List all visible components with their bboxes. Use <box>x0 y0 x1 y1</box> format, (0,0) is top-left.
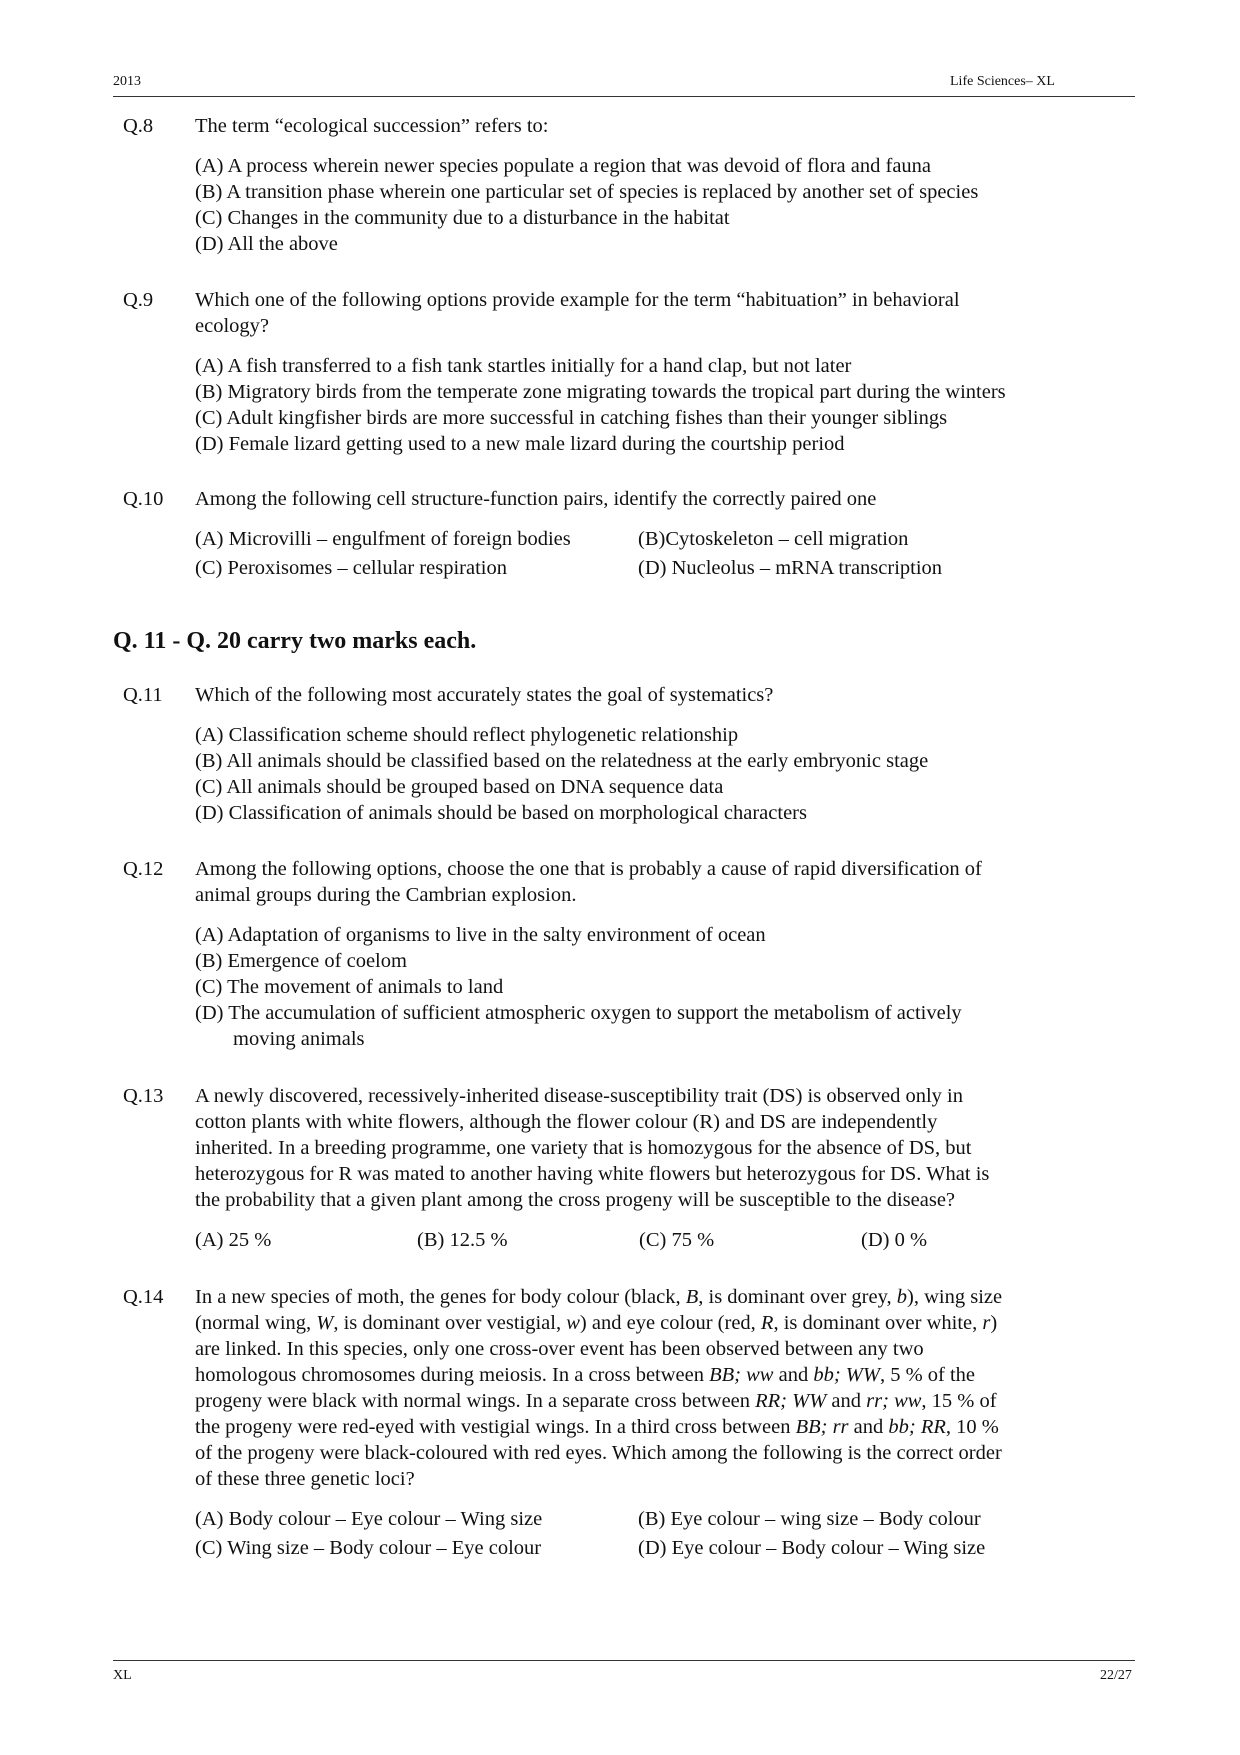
header-year: 2013 <box>113 74 141 89</box>
question-text-line: are linked. In this species, only one cross-over event has been observed between any two <box>195 1338 924 1360</box>
question-number: Q.8 <box>123 115 154 137</box>
question-number: Q.13 <box>123 1085 164 1107</box>
text-fragment: , 15 % of <box>921 1390 997 1412</box>
text-fragment: , is dominant over vestigial, <box>333 1312 567 1334</box>
question-text <box>195 1083 1115 1213</box>
options-grid <box>195 1506 1143 1561</box>
text-fragment: , 10 % <box>945 1416 999 1438</box>
genotype: BB; ww <box>709 1364 774 1386</box>
question-8 <box>123 113 1143 257</box>
question-9 <box>123 287 1143 457</box>
question-text-line <box>195 1414 1115 1440</box>
option-c: (C) Changes in the community due to a disturbance in the habitat <box>195 207 730 229</box>
option-a: (A) A process wherein newer species populate a region that was devoid of flora and fauna <box>195 155 932 177</box>
question-10 <box>123 486 1143 581</box>
option-b: (B) All animals should be classified based on the relatedness at the early embryonic stage <box>195 750 929 772</box>
question-14 <box>123 1284 1143 1561</box>
gene-symbol: r <box>982 1312 991 1334</box>
question-number: Q.10 <box>123 488 164 510</box>
genotype: bb; WW <box>813 1364 880 1386</box>
option-d: (D) 0 % <box>861 1229 928 1251</box>
gene-symbol: b <box>896 1286 908 1308</box>
option-d: (D) Classification of animals should be based on morphological characters <box>195 802 807 824</box>
text-fragment: and <box>848 1416 889 1438</box>
question-text-line <box>195 1310 1115 1336</box>
option-a: (A) Adaptation of organisms to live in the salty environment of ocean <box>195 924 766 946</box>
option-a: (A) Classification scheme should reflect phylogenetic relationship <box>195 724 739 746</box>
question-text-line: Among the following options, choose the one that is probably a cause of rapid diversification of <box>195 858 982 880</box>
question-number: Q.14 <box>123 1286 164 1308</box>
question-text-line: ecology? <box>195 315 269 337</box>
question-text-line: the probability that a given plant among the cross progeny will be susceptible to the disease? <box>195 1189 956 1211</box>
question-text <box>195 1284 1115 1492</box>
text-fragment: In a new species of moth, the genes for body colour (black, <box>195 1286 686 1308</box>
question-text: The term “ecological succession” refers to: <box>195 115 549 137</box>
header-subject: Life Sciences– XL <box>950 74 1055 89</box>
text-fragment: , is dominant over grey, <box>698 1286 897 1308</box>
text-fragment: the progeny were red-eyed with vestigial wings. In a third cross between <box>195 1416 796 1438</box>
gene-symbol: w <box>566 1312 580 1334</box>
genotype: bb; RR <box>888 1416 946 1438</box>
question-13 <box>123 1083 1143 1253</box>
section-heading: Q. 11 - Q. 20 carry two marks each. <box>113 628 477 654</box>
question-text: Which of the following most accurately states the goal of systematics? <box>195 684 774 706</box>
option-c: (C) All animals should be grouped based on DNA sequence data <box>195 776 724 798</box>
question-12 <box>123 856 1143 1052</box>
page-number: 22/27 <box>1100 1668 1132 1683</box>
text-fragment: and <box>826 1390 867 1412</box>
question-text-line <box>195 1362 1115 1388</box>
option-a: (A) Microvilli – engulfment of foreign bodies <box>195 528 571 550</box>
question-text-line: Which one of the following options provide example for the term “habituation” in behavioral <box>195 289 960 311</box>
text-fragment: and <box>773 1364 814 1386</box>
question-text-line: of the progeny were black-coloured with red eyes. Which among the following is the correct order <box>195 1442 1002 1464</box>
text-fragment: homologous chromosomes during meiosis. In a cross between <box>195 1364 710 1386</box>
options-list <box>195 153 1143 257</box>
option-d: (D) Female lizard getting used to a new male lizard during the courtship period <box>195 433 845 455</box>
genotype: BB; rr <box>795 1416 849 1438</box>
question-text-line: inherited. In a breeding programme, one variety that is homozygous for the absence of DS, but <box>195 1137 972 1159</box>
question-text-line <box>195 1388 1115 1414</box>
option-d: (D) The accumulation of sufficient atmospheric oxygen to support the metabolism of actively <box>195 1002 962 1024</box>
option-d-continued: moving animals <box>233 1028 365 1050</box>
text-fragment: progeny were black with normal wings. In a separate cross between <box>195 1390 756 1412</box>
question-number: Q.9 <box>123 289 154 311</box>
option-c: (C) Wing size – Body colour – Eye colour <box>195 1537 542 1559</box>
option-d: (D) Nucleolus – mRNA transcription <box>638 557 943 579</box>
footer-paper-code: XL <box>113 1668 132 1683</box>
options-list <box>195 722 1143 826</box>
text-fragment: ) and eye colour (red, <box>579 1312 761 1334</box>
option-a: (A) Body colour – Eye colour – Wing size <box>195 1508 543 1530</box>
question-text-line: heterozygous for R was mated to another having white flowers but heterozygous for DS. What is <box>195 1163 990 1185</box>
genotype: RR; WW <box>755 1390 827 1412</box>
option-b: (B)Cytoskeleton – cell migration <box>638 528 909 550</box>
option-c: (C) Adult kingfisher birds are more successful in catching fishes than their younger siblings <box>195 407 948 429</box>
option-b: (B) Emergence of coelom <box>195 950 407 972</box>
question-text-line: A newly discovered, recessively-inherited disease-susceptibility trait (DS) is observed only in <box>195 1085 963 1107</box>
question-text-line: of these three genetic loci? <box>195 1468 415 1490</box>
option-b: (B) Migratory birds from the temperate zone migrating towards the tropical part during the winters <box>195 381 1006 403</box>
question-text <box>195 287 1115 339</box>
option-c: (C) 75 % <box>639 1229 715 1251</box>
option-b: (B) Eye colour – wing size – Body colour <box>638 1508 981 1530</box>
options-list <box>195 922 1143 1052</box>
question-number: Q.12 <box>123 858 164 880</box>
gene-symbol: W <box>316 1312 334 1334</box>
question-text: Among the following cell structure-function pairs, identify the correctly paired one <box>195 488 877 510</box>
option-a: (A) A fish transferred to a fish tank startles initially for a hand clap, but not later <box>195 355 852 377</box>
question-text-line: cotton plants with white flowers, although the flower colour (R) and DS are independently <box>195 1111 938 1133</box>
header-rule <box>113 96 1135 97</box>
gene-symbol: R <box>760 1312 774 1334</box>
gene-symbol: B <box>685 1286 699 1308</box>
question-text-line <box>195 1284 1115 1310</box>
options-grid <box>195 526 1143 581</box>
options-row <box>195 1227 1143 1253</box>
option-d: (D) Eye colour – Body colour – Wing size <box>638 1537 986 1559</box>
text-fragment: , 5 % of the <box>879 1364 976 1386</box>
footer-rule <box>113 1660 1135 1661</box>
text-fragment: ), wing size <box>907 1286 1003 1308</box>
text-fragment: ) <box>990 1312 998 1334</box>
option-c: (C) Peroxisomes – cellular respiration <box>195 557 507 579</box>
question-text <box>195 856 1115 908</box>
text-fragment: (normal wing, <box>195 1312 317 1334</box>
option-d: (D) All the above <box>195 233 338 255</box>
option-b: (B) A transition phase wherein one particular set of species is replaced by another set of species <box>195 181 979 203</box>
question-number: Q.11 <box>123 684 163 706</box>
option-b: (B) 12.5 % <box>417 1229 508 1251</box>
question-11 <box>123 682 1143 826</box>
genotype: rr; ww <box>866 1390 922 1412</box>
options-list <box>195 353 1143 457</box>
question-text-line: animal groups during the Cambrian explosion. <box>195 884 577 906</box>
option-a: (A) 25 % <box>195 1229 272 1251</box>
option-c: (C) The movement of animals to land <box>195 976 504 998</box>
text-fragment: , is dominant over white, <box>773 1312 983 1334</box>
